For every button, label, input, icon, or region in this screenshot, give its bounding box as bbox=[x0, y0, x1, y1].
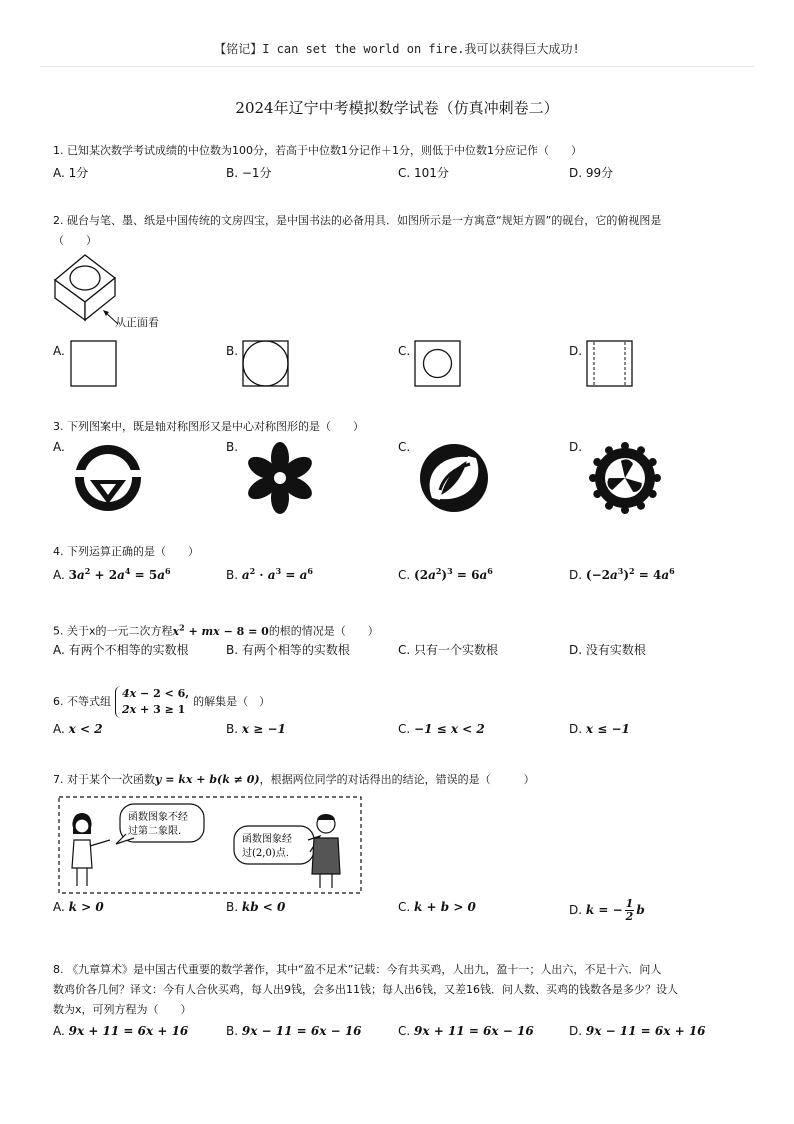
q5-stem-before: 5. 关于x的一元二次方程 bbox=[53, 624, 173, 638]
q3-option-d-label[interactable]: D. bbox=[569, 440, 583, 454]
q7-option-a-formula: k > 0 bbox=[68, 900, 104, 914]
q8-option-a-formula: 9x + 11 = 6x + 16 bbox=[68, 1024, 189, 1038]
q8-stem-line2: 数鸡价各几何？译文：今有人合伙买鸡，每人出9钱，会多出11钱；每人出6钱，又差16钱．问人数、买鸡的钱数各是多少？设人 bbox=[53, 983, 678, 996]
q6-option-c-formula: −1 ≤ x < 2 bbox=[414, 722, 485, 736]
q7-bubble-left-line1: 函数图象不经 bbox=[128, 812, 188, 823]
q5-stem-after: 的根的情况是（ ） bbox=[268, 624, 379, 638]
q7-stem bbox=[53, 773, 535, 787]
q7-stem-before: 7. 对于某个一次函数 bbox=[53, 773, 155, 786]
q4-option-c-label: C. bbox=[398, 568, 411, 582]
q4-option-c-formula: $(2a^2)^3 = 6a^6$ bbox=[414, 566, 493, 582]
q3-option-b-label[interactable]: B. bbox=[226, 440, 239, 454]
q4-option-b-label: B. bbox=[226, 568, 239, 582]
q8-option-d-formula: 9x − 11 = 6x + 16 bbox=[585, 1024, 706, 1038]
q6-inequality-system: 4x − 2 < 6, 2x + 3 ≥ 1 bbox=[115, 686, 189, 718]
q2-option-d-dashed-square-icon bbox=[586, 340, 634, 388]
q6-stem-before: 6. 不等式组 bbox=[53, 695, 111, 708]
q5-option-d[interactable]: D. 没有实数根 bbox=[569, 643, 646, 657]
q8-option-c[interactable] bbox=[398, 1024, 534, 1038]
q7-bubble-right-line1: 函数图象经 bbox=[242, 834, 292, 845]
q6-option-d-label: D. bbox=[569, 722, 583, 736]
q7-stem-after: ，根据两位同学的对话得出的结论，错误的是（ ） bbox=[259, 773, 535, 786]
q7-option-b-label: B. bbox=[226, 900, 239, 914]
q7-option-a[interactable] bbox=[53, 900, 104, 914]
q6-stem bbox=[53, 686, 270, 718]
q6-stem-after: 的解集是（ ） bbox=[193, 695, 271, 708]
q4-stem: 4. 下列运算正确的是（ ） bbox=[53, 545, 199, 558]
q6-option-d[interactable] bbox=[569, 722, 630, 736]
q8-option-b-label: B. bbox=[226, 1024, 239, 1038]
q8-stem-line1: 8. 《九章算术》是中国古代重要的数学著作，其中“盈不足术”记载：今有共买鸡，人出九，盈十一；人出六，不足十六．问人 bbox=[53, 963, 662, 976]
q3-option-c-yin-yang-icon bbox=[416, 440, 492, 516]
q3-option-a-label[interactable]: A. bbox=[53, 440, 65, 454]
q4-option-c[interactable] bbox=[398, 566, 493, 582]
q3-option-c-label[interactable]: C. bbox=[398, 440, 411, 454]
q4-option-b-formula: $a^2 \cdot a^3 = a^6$ bbox=[241, 566, 313, 582]
q4-option-b[interactable] bbox=[226, 566, 313, 582]
q6-option-a[interactable] bbox=[53, 722, 103, 736]
q7-option-d[interactable] bbox=[569, 898, 645, 923]
q1-option-a[interactable]: A. 1分 bbox=[53, 166, 89, 180]
q7-option-a-label: A. bbox=[53, 900, 65, 914]
q6-option-b-formula: x ≥ −1 bbox=[241, 722, 286, 736]
q7-dialogue-figure bbox=[58, 796, 362, 894]
q6-option-a-formula: x < 2 bbox=[68, 722, 103, 736]
q6-option-a-label: A. bbox=[53, 722, 65, 736]
q3-option-d-gear-icon bbox=[587, 440, 663, 516]
q2-stem-line2: （ ） bbox=[53, 234, 97, 247]
q8-option-c-label: C. bbox=[398, 1024, 411, 1038]
q4-option-a-formula: $3a^2 + 2a^4 = 5a^6$ bbox=[68, 566, 171, 582]
q7-option-c-formula: k + b > 0 bbox=[414, 900, 476, 914]
q5-stem bbox=[53, 620, 379, 639]
page-banner: 【铭记】I can set the world on fire.我可以获得巨大成功! bbox=[214, 42, 580, 56]
q6-option-b[interactable] bbox=[226, 722, 286, 736]
q6-option-c[interactable] bbox=[398, 722, 485, 736]
q4-option-d-formula: $(-2a^3)^2 = 4a^6$ bbox=[585, 566, 675, 582]
q5-option-c[interactable]: C. 只有一个实数根 bbox=[398, 643, 499, 657]
q6-option-c-label: C. bbox=[398, 722, 411, 736]
q8-option-d-label: D. bbox=[569, 1024, 583, 1038]
q3-option-a-emblem-icon bbox=[70, 440, 146, 516]
q1-option-b[interactable]: B. −1分 bbox=[226, 166, 272, 180]
q8-option-d[interactable] bbox=[569, 1024, 706, 1038]
q1-stem: 1. 已知某次数学考试成绩的中位数为100分，若高于中位数1分记作＋1分，则低于中位数1分应记作（ ） bbox=[53, 144, 582, 157]
q1-option-d[interactable]: D. 99分 bbox=[569, 166, 614, 180]
q3-option-b-flower-icon bbox=[242, 440, 318, 516]
q8-stem-line3: 数为x，可列方程为（ ） bbox=[53, 1003, 192, 1016]
q5-equation: $x^2$ + mx − 8 = 0 bbox=[172, 622, 269, 638]
q7-bubble-right-line2: 过(2,0)点. bbox=[242, 848, 289, 859]
q8-option-b-formula: 9x − 11 = 6x − 16 bbox=[241, 1024, 362, 1038]
boy-student-icon bbox=[312, 814, 340, 888]
q7-bubble-left-line2: 过第二象限. bbox=[128, 826, 182, 837]
q7-function: y = kx + b(k ≠ 0) bbox=[155, 773, 260, 786]
q7-option-c[interactable] bbox=[398, 900, 476, 914]
q4-option-d[interactable] bbox=[569, 566, 675, 582]
q5-option-b[interactable]: B. 有两个相等的实数根 bbox=[226, 643, 350, 657]
girl-student-icon bbox=[72, 813, 110, 886]
q8-option-b[interactable] bbox=[226, 1024, 362, 1038]
q2-option-a-square-icon bbox=[70, 340, 118, 388]
q7-option-b[interactable] bbox=[226, 900, 285, 914]
q4-option-d-label: D. bbox=[569, 568, 583, 582]
q2-figure-note: 从正面看 bbox=[115, 316, 159, 329]
q5-option-a[interactable]: A. 有两个不相等的实数根 bbox=[53, 643, 189, 657]
q4-option-a[interactable] bbox=[53, 566, 171, 582]
q2-option-c-label[interactable]: C. bbox=[398, 344, 411, 358]
page-title: 2024年辽宁中考模拟数学试卷（仿真冲刺卷二） bbox=[235, 99, 559, 117]
q4-option-a-label: A. bbox=[53, 568, 65, 582]
q7-option-c-label: C. bbox=[398, 900, 411, 914]
q6-option-b-label: B. bbox=[226, 722, 239, 736]
q7-option-b-formula: kb < 0 bbox=[241, 900, 286, 914]
q8-option-c-formula: 9x + 11 = 6x − 16 bbox=[414, 1024, 534, 1038]
q2-option-a-label[interactable]: A. bbox=[53, 344, 65, 358]
q8-option-a[interactable] bbox=[53, 1024, 188, 1038]
q2-option-b-label[interactable]: B. bbox=[226, 344, 239, 358]
q2-option-d-label[interactable]: D. bbox=[569, 344, 583, 358]
q6-option-d-formula: x ≤ −1 bbox=[585, 722, 630, 736]
q8-option-a-label: A. bbox=[53, 1024, 65, 1038]
q2-stem-line1: 2. 砚台与笔、墨、纸是中国传统的文房四宝，是中国书法的必备用具．如图所示是一方寓意“规矩方圆”的砚台，它的俯视图是 bbox=[53, 214, 662, 227]
q2-option-b-inscribed-circle-icon bbox=[242, 340, 290, 388]
q1-option-c[interactable]: C. 101分 bbox=[398, 166, 449, 180]
header-divider bbox=[40, 66, 754, 67]
q7-option-d-label: D. bbox=[569, 903, 583, 917]
q2-option-c-small-circle-icon bbox=[414, 340, 462, 388]
q3-stem: 3. 下列图案中，既是轴对称图形又是中心对称图形的是（ ） bbox=[53, 420, 364, 433]
q7-option-d-formula: k = − $\frac{1}{2}$ b bbox=[585, 897, 645, 923]
